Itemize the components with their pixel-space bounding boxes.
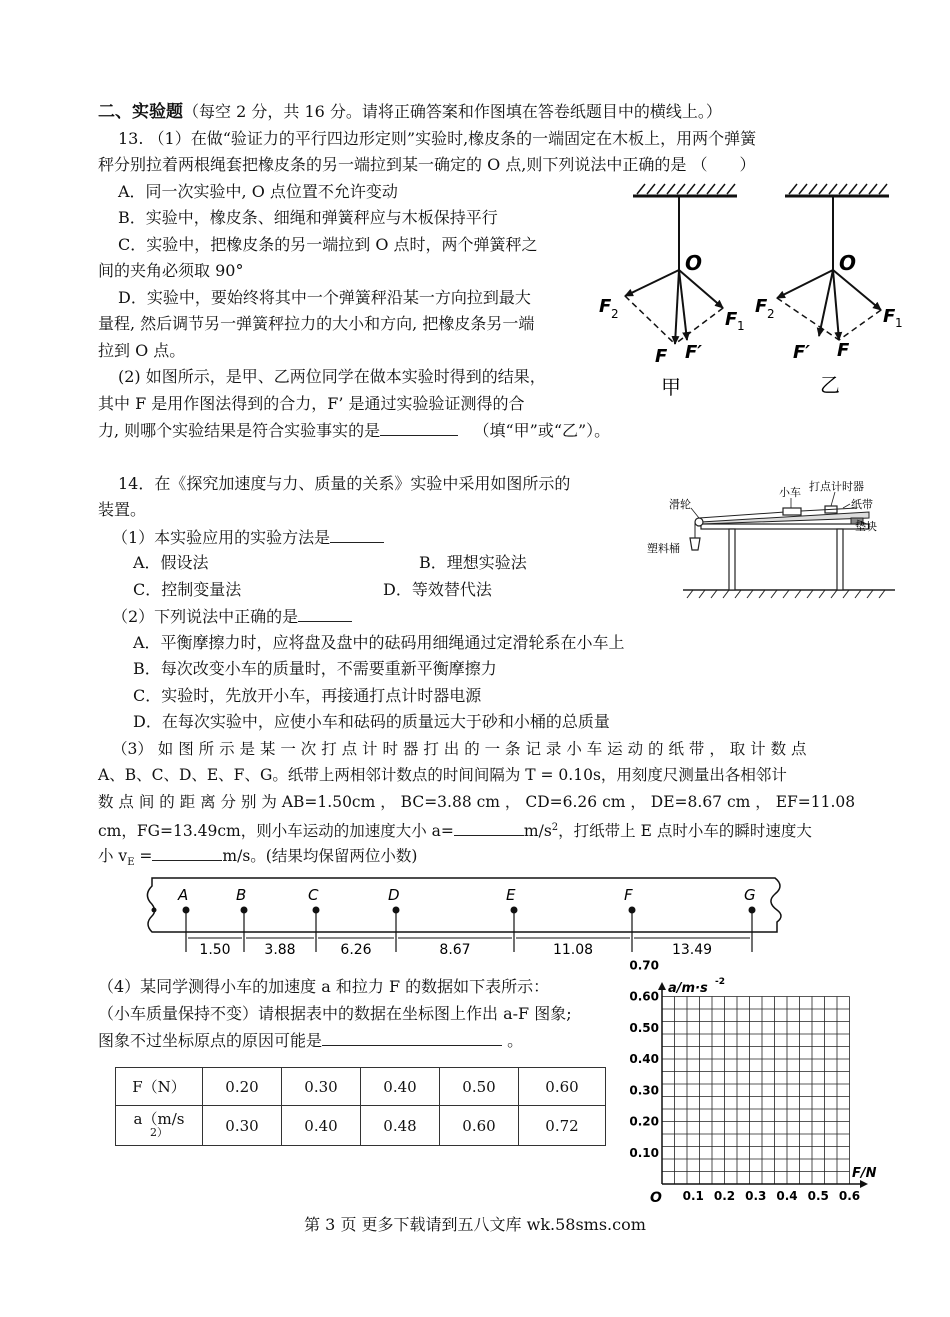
label-fprime-left: F′	[685, 342, 703, 363]
velocity-blank[interactable]	[152, 844, 222, 861]
q13-option-a: A．同一次实验中, O 点位置不允许变动	[118, 182, 398, 201]
table-cell: 0.72	[519, 1106, 606, 1146]
tape-distance-label: 8.67	[439, 942, 471, 958]
q14-part4-line3	[98, 1029, 523, 1052]
figure-yi	[755, 196, 903, 397]
q14-part1	[112, 526, 384, 549]
table-cell: 0.20	[203, 1068, 282, 1106]
tape-point-label: B	[236, 886, 247, 904]
tape-distance-label: 1.50	[199, 942, 231, 958]
section-note: （每空 2 分，共 16 分。请将正确答案和作图填在答卷纸题目中的横线上。）	[183, 102, 722, 121]
q14-part1-option-a: A．假设法	[133, 553, 209, 572]
q13-part2-line3	[98, 419, 610, 442]
table-cell: F（N）	[116, 1068, 203, 1106]
graph-ytick: 0.10	[629, 1145, 659, 1160]
graph-ytick: 0.30	[629, 1083, 659, 1098]
ceiling-right	[785, 184, 889, 196]
label-bucket: 塑料桶	[647, 542, 680, 555]
label-cart: 小车	[779, 486, 801, 499]
q14-part1-text: （1）本实验应用的实验方法是	[112, 528, 331, 547]
label-f2-left: F	[599, 296, 612, 317]
tape-point-label: D	[388, 886, 400, 904]
q13-option-c-line2: 间的夹角必须取 90°	[98, 261, 244, 280]
label-f2-right: F	[755, 296, 768, 317]
graph-xtick: 0.5	[807, 1189, 829, 1203]
q14-part3-unit: m/s	[523, 822, 552, 841]
table-cell: 0.60	[519, 1068, 606, 1106]
label-f1-left-sub: 1	[737, 319, 745, 333]
q14-part4-line2: （小车质量保持不变）请根据表中的数据在坐标图上作出 a-F 图象;	[98, 1004, 572, 1023]
section-header	[98, 101, 722, 123]
q14-part3-text-e: m/s。(结果均保留两位小数)	[222, 847, 418, 865]
graph-ytick: 0.50	[629, 1020, 659, 1035]
label-o-left: O	[685, 251, 703, 275]
tape-point-label: C	[308, 886, 319, 904]
q14-part3-line5	[98, 844, 417, 874]
table-cell: 0.60	[440, 1106, 519, 1146]
tape-distance-label: 13.49	[671, 942, 713, 958]
q14-part2-blank[interactable]	[298, 605, 352, 622]
af-graph	[629, 958, 880, 1208]
label-tape: 纸带	[851, 498, 873, 511]
apparatus-figure	[645, 478, 905, 603]
table-row-force	[116, 1068, 606, 1106]
label-fprime-right: F′	[793, 342, 811, 363]
graph-ylabel: a/m·s	[668, 981, 708, 996]
tape-point-label: F	[624, 886, 633, 904]
tape-point-label: A	[178, 886, 189, 904]
graph-ytick: 0.40	[629, 1052, 659, 1066]
q14-part2	[112, 605, 352, 628]
table-cell: 0.40	[361, 1068, 440, 1106]
graph-origin: O	[650, 1190, 662, 1206]
force-diagram	[595, 160, 925, 410]
tape-point-label: G	[744, 886, 756, 904]
table-cell: 0.30	[282, 1068, 361, 1106]
q14-part3-ve: 小 v	[98, 847, 128, 865]
tape-distance-label: 11.08	[552, 942, 594, 958]
q14-part4-period: 。	[507, 1031, 524, 1050]
q14-part2-option-b: B．每次改变小车的质量时，不需要重新平衡摩擦力	[133, 659, 497, 678]
label-f1-right-sub: 1	[895, 316, 903, 330]
q14-part3-text-a: cm，FG=13.49cm，则小车运动的加速度大小 a=	[98, 822, 454, 841]
ceiling-left	[633, 184, 737, 196]
table-cell	[116, 1106, 203, 1146]
q14-stem-line2: 装置。	[98, 500, 147, 519]
q13-option-b: B．实验中，橡皮条、细绳和弹簧秤应与木板保持平行	[118, 208, 498, 227]
label-f-right: F	[837, 340, 850, 361]
label-o-right: O	[839, 251, 857, 275]
table-label-b: 2）	[150, 1125, 168, 1139]
q13-option-d-line1: D．实验中，要始终将其中一个弹簧秤沿某一方向拉到最大	[118, 288, 531, 307]
q14-part2-option-a: A．平衡摩擦力时，应将盘及盘中的砝码用细绳通过定滑轮系在小车上	[133, 633, 625, 652]
paper-tape-figure	[140, 872, 790, 962]
graph-ytick: 0.70	[629, 958, 659, 973]
q14-part1-option-d: D．等效替代法	[383, 580, 492, 599]
figure-jia	[599, 196, 745, 399]
graph-xtick: 0.4	[776, 1189, 798, 1203]
graph-ticks	[629, 958, 860, 1203]
q13-option-d-line2: 量程, 然后调节另一弹簧秤拉力的大小和方向, 把橡皮条另一端	[98, 314, 535, 333]
graph-grid	[662, 997, 850, 1185]
graph-xtick: 0.6	[838, 1189, 861, 1203]
tape-distance-label: 6.26	[340, 942, 372, 958]
q14-part3-line1: （3） 如 图 所 示 是 某 一 次 打 点 计 时 器 打 出 的 一 条 记 录 小 车 运 动 的 纸 带 ， 取 计 数 点	[112, 740, 807, 758]
label-timer: 打点计时器	[809, 480, 864, 493]
label-pulley: 滑轮	[669, 498, 691, 511]
q14-part3-line3: 数 点 间 的 距 离 分 别 为 AB=1.50cm ， BC=3.88 cm ， CD=6.26 cm ， DE=8.67 cm ， EF=11.08	[98, 793, 856, 811]
label-f2-right-sub: 2	[767, 307, 775, 321]
q13-option-d-line3: 拉到 O 点。	[98, 341, 186, 360]
caption-yi: 乙	[820, 373, 840, 397]
graph-xtick: 0.3	[745, 1189, 767, 1203]
q13-part2-text: 力, 则哪个实验结果是符合实验事实的是	[98, 421, 381, 440]
q14-part3-line2: A、B、C、D、E、F、G。纸带上两相邻计数点的时间间隔为 T = 0.10s，用刻度尺测量出各相邻计	[98, 766, 787, 784]
graph-xlabel: F/N	[852, 1166, 877, 1181]
q14-part2-option-d: D．在每次实验中，应使小车和砝码的质量远大于砂和小桶的总质量	[133, 712, 610, 731]
table-cell: 0.50	[440, 1068, 519, 1106]
q13-part2-line1: (2) 如图所示，是甲、乙两位同学在做本实验时得到的结果，	[118, 367, 546, 386]
q14-part3-line4	[98, 817, 812, 842]
tape-distance-label: 3.88	[264, 942, 296, 958]
q14-part4-line1: （4）某同学测得小车的加速度 a 和拉力 F 的数据如下表所示：	[98, 977, 550, 996]
graph-ylabel-sup: -2	[715, 977, 725, 987]
table-cell: 0.30	[203, 1106, 282, 1146]
q14-part3-text-c: ，打纸带上 E 点时小车的瞬时速度大	[558, 822, 812, 841]
q13-option-c-line1: C．实验中，把橡皮条的另一端拉到 O 点时，两个弹簧秤之	[118, 235, 538, 254]
table-label-a: a（m/s	[133, 1109, 185, 1128]
q14-part1-blank[interactable]	[330, 526, 384, 543]
label-f-left: F	[655, 346, 668, 367]
acceleration-blank[interactable]	[454, 819, 524, 836]
q14-part3-unit-sup: 2	[551, 822, 559, 833]
label-f1-left: F	[725, 309, 738, 330]
table-cell: 0.40	[282, 1106, 361, 1146]
graph-ytick: 0.20	[629, 1114, 659, 1129]
table-row-acceleration	[116, 1106, 606, 1146]
page-footer: 第 3 页 更多下载请到五八文库 wk.58sms.com	[304, 1215, 646, 1234]
q14-stem-line1: 14．在《探究加速度与力、质量的关系》实验中采用如图所示的	[118, 474, 571, 493]
q13-stem-line1: 13. （1）在做“验证力的平行四边形定则”实验时,橡皮条的一端固定在木板上，用两个弹簧	[118, 129, 757, 148]
graph-ytick: 0.60	[629, 989, 659, 1004]
q14-part1-option-b: B．理想实验法	[419, 553, 527, 572]
graph-xtick: 0.1	[682, 1189, 704, 1203]
q14-part4-blank[interactable]	[322, 1029, 502, 1046]
table-cell: 0.48	[361, 1106, 440, 1146]
label-f2-left-sub: 2	[611, 307, 619, 321]
label-block: 垫块	[855, 520, 877, 533]
q14-part2-text: （2）下列说法中正确的是	[112, 607, 299, 626]
q13-answer-blank[interactable]	[380, 419, 458, 436]
q14-part4-text: 图象不过坐标原点的原因可能是	[98, 1031, 323, 1050]
caption-jia: 甲	[661, 375, 681, 399]
q14-part1-option-c: C．控制变量法	[133, 580, 242, 599]
q14-part3-ve-sub: E	[127, 857, 135, 869]
q13-part2-hint: （填“甲”或“乙”）。	[473, 421, 611, 440]
q14-part2-option-c: C．实验时，先放开小车，再接通打点计时器电源	[133, 686, 482, 705]
q14-part3-eq: =	[134, 847, 153, 865]
q13-part2-line2: 其中 F 是用作图法得到的合力，F’ 是通过实验验证测得的合	[98, 394, 525, 413]
data-table	[115, 1067, 606, 1146]
tape-point-label: E	[506, 886, 516, 904]
section-heading: 二、实验题	[98, 102, 183, 122]
q13-stem-line2: 秤分别拉着两根绳套把橡皮条的另一端拉到某一确定的 O 点,则下列说法中正确的是 （ ）	[98, 155, 756, 174]
label-f1-right: F	[883, 306, 896, 327]
graph-xtick: 0.2	[713, 1189, 736, 1203]
